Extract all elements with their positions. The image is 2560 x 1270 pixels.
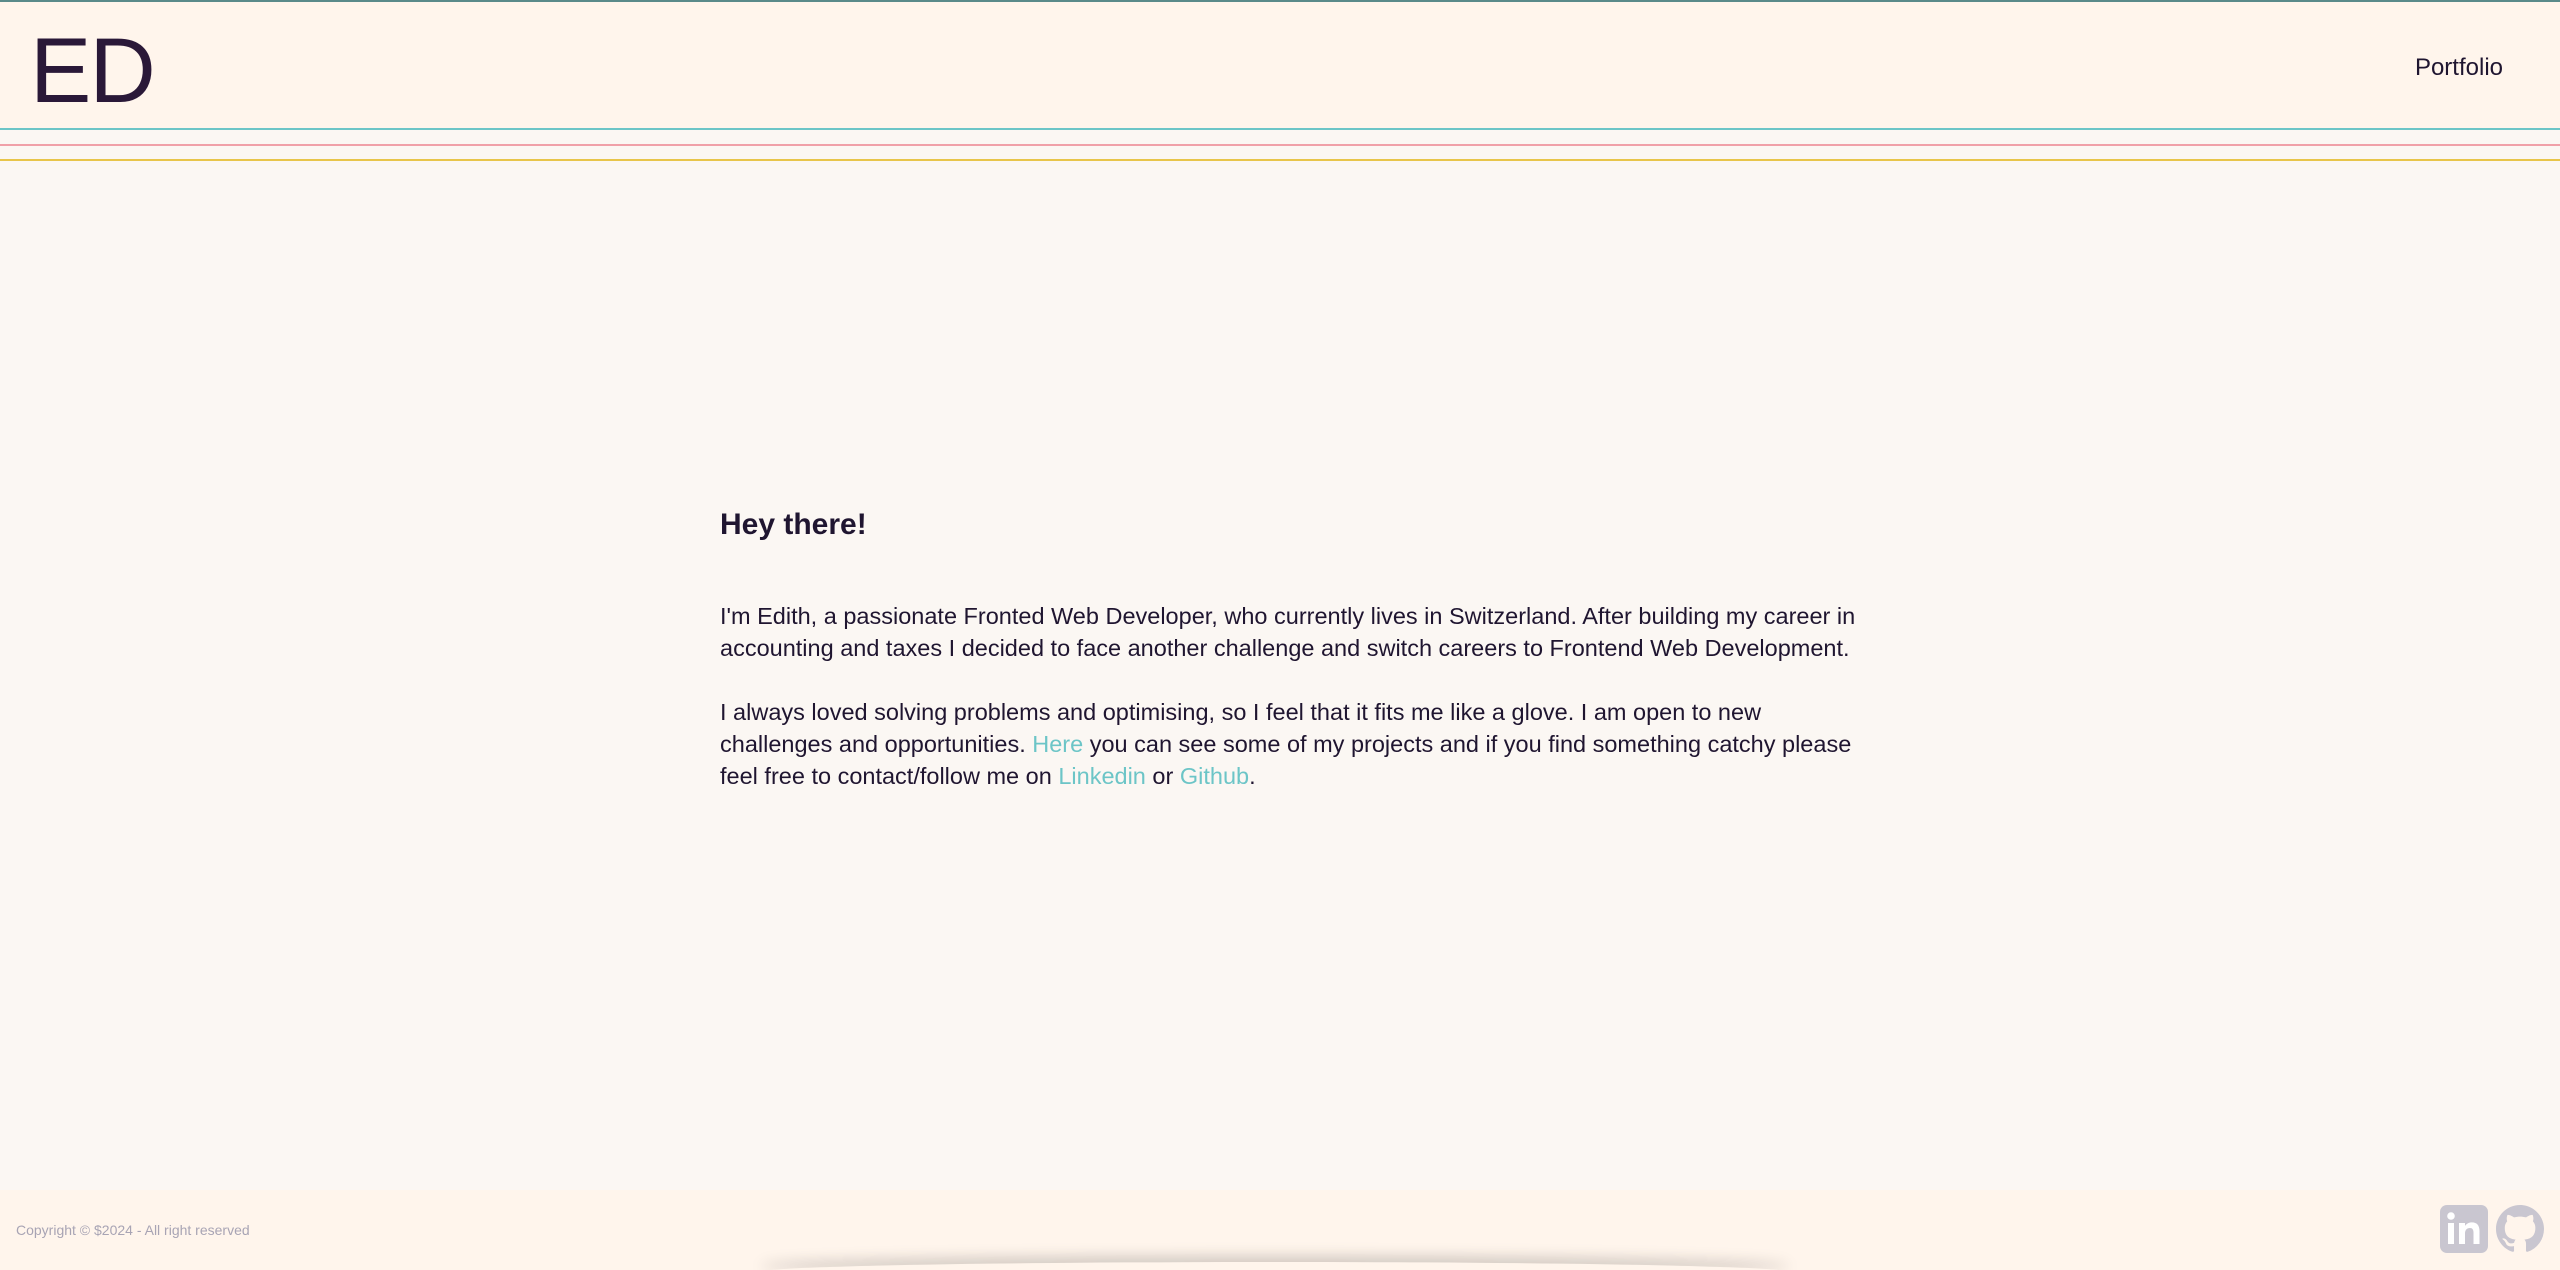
linkedin-icon[interactable] [2440,1205,2488,1253]
logo[interactable]: ED [30,20,154,122]
contact-text-3: or [1152,763,1174,789]
site-header [0,0,2560,128]
github-icon[interactable] [2496,1205,2544,1253]
copyright-text: Copyright © $2024 - All right reserved [16,1222,250,1238]
intro-section [720,500,1860,824]
contact-text-4: . [1249,763,1256,789]
site-footer [0,1190,2560,1270]
nav-link-portfolio[interactable]: Portfolio [2414,54,2503,81]
projects-link[interactable]: Here [1032,731,1084,757]
contact-paragraph [720,696,1860,792]
header-stripe-teal [0,128,2560,130]
greeting-heading: Hey there! [720,508,867,541]
header-stripe-pink [0,144,2560,146]
header-stripe-yellow [0,159,2560,161]
intro-paragraph: I'm Edith, a passionate Fronted Web Developer, who currently lives in Switzerland. After building my career in accounting and taxes I decided to face another challenge and switch careers to Frontend Web Development. [720,603,1856,661]
contact-text-1: I always loved solving problems and optimising, so I feel that it fits me like a glove. I am open to new challenges and opportunities. [720,699,1762,757]
github-link[interactable]: Github [1179,763,1250,789]
contact-text-2: you can see some of my projects and if you find something catchy please feel free to contact/follow me on [720,731,1852,789]
linkedin-link[interactable]: Linkedin [1058,763,1146,789]
